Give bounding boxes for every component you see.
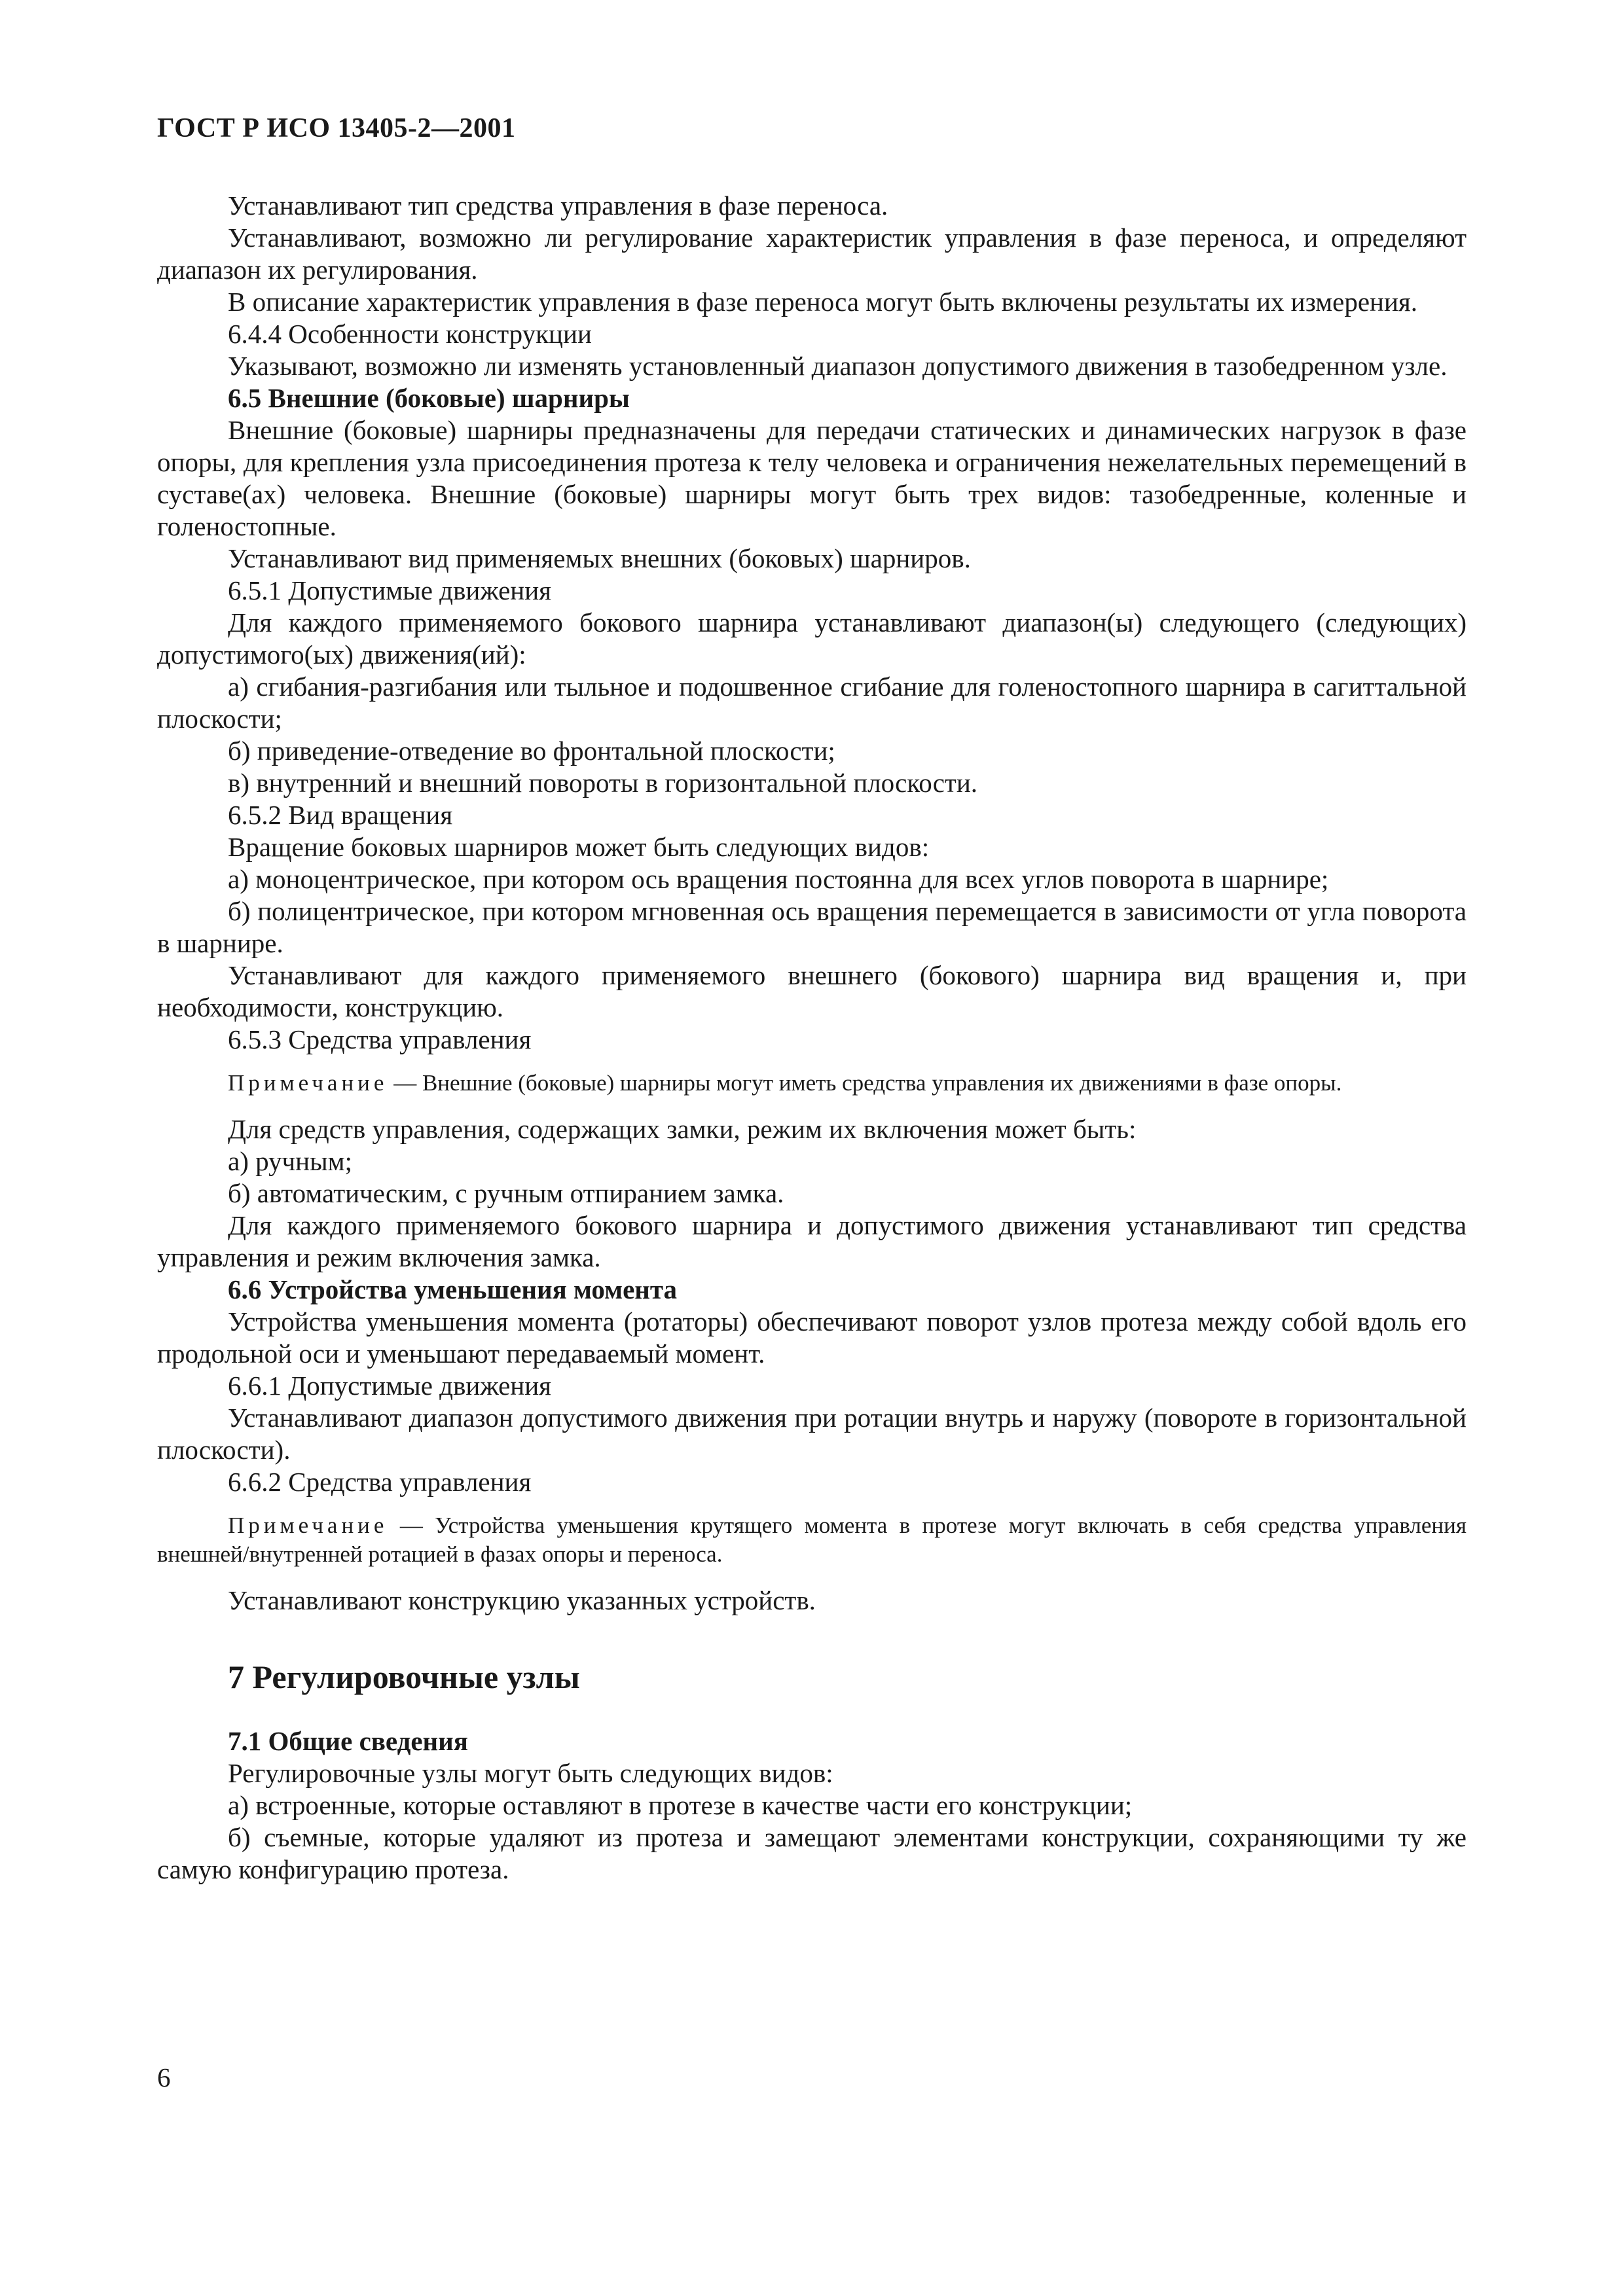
list-item: б) съемные, которые удаляют из протеза и замещают элементами конструкции, сохраняющими ту же самую конфигурацию протеза. xyxy=(157,1822,1467,1884)
paragraph: Для средств управления, содержащих замки, режим их включения может быть: xyxy=(228,1114,1137,1144)
note xyxy=(157,1511,1467,1569)
paragraph: Устанавливают вид применяемых внешних (боковых) шарниров. xyxy=(228,543,971,573)
clause-heading: 6.4.4 Особенности конструкции xyxy=(228,319,592,349)
paragraph: Устанавливают тип средства управления в фазе переноса. xyxy=(228,190,888,221)
clause-heading: 6.5.1 Допустимые движения xyxy=(228,575,552,605)
paragraph: Внешние (боковые) шарниры предназначены для передачи статических и динамических нагрузок в фазе опоры, для крепления узла присоединения протеза к телу человека и ограничения нежелательных перемещений в суставе(ах) человека. Внешние (боковые) шарниры могут быть трех видов: тазобедренные, коленные и голеностопные. xyxy=(157,415,1467,541)
subsection-heading: 6.6 Устройства уменьшения момента xyxy=(228,1274,678,1304)
subsection-heading: 6.5 Внешние (боковые) шарниры xyxy=(228,383,630,413)
list-item: б) полицентрическое, при котором мгновенная ось вращения перемещается в зависимости от угла поворота в шарнире. xyxy=(157,896,1467,958)
section-heading: 7 Регулировочные узлы xyxy=(228,1659,580,1695)
list-item: а) встроенные, которые оставляют в протезе в качестве части его конструкции; xyxy=(228,1790,1133,1820)
paragraph: Регулировочные узлы могут быть следующих видов: xyxy=(228,1758,833,1788)
note-text: — Внешние (боковые) шарниры могут иметь средства управления их движениями в фазе опоры. xyxy=(388,1070,1342,1096)
clause-heading: 6.6.1 Допустимые движения xyxy=(228,1371,552,1401)
note-text: — Устройства уменьшения крутящего момента в протезе могут включать в себя средства управления внешней/внутренней ротацией в фазах опоры и переноса. xyxy=(157,1513,1467,1567)
list-item: а) ручным; xyxy=(228,1146,353,1176)
clause-heading: 6.5.2 Вид вращения xyxy=(228,800,453,830)
paragraph: Устанавливают, возможно ли регулирование характеристик управления в фазе переноса, и определяют диапазон их регулирования. xyxy=(157,223,1467,285)
paragraph: Для каждого применяемого бокового шарнира устанавливают диапазон(ы) следующего (следующих) допустимого(ых) движения(ий): xyxy=(157,607,1467,670)
note-label: Примечание xyxy=(228,1513,388,1538)
paragraph: Вращение боковых шарниров может быть следующих видов: xyxy=(228,832,930,862)
list-item: б) автоматическим, с ручным отпиранием замка. xyxy=(228,1178,784,1208)
list-item: а) моноцентрическое, при котором ось вращения постоянна для всех углов поворота в шарнире; xyxy=(228,864,1329,894)
note xyxy=(157,1069,1467,1098)
paragraph: Указывают, возможно ли изменять установленный диапазон допустимого движения в тазобедренном узле. xyxy=(228,351,1448,381)
page-number: 6 xyxy=(157,2062,171,2092)
note-label: Примечание xyxy=(228,1070,388,1096)
paragraph: Устройства уменьшения момента (ротаторы) обеспечивают поворот узлов протеза между собой вдоль его продольной оси и уменьшают передаваемый момент. xyxy=(157,1306,1467,1369)
document-body xyxy=(157,190,1467,1886)
paragraph: Устанавливают для каждого применяемого внешнего (бокового) шарнира вид вращения и, при необходимости, конструкцию. xyxy=(157,960,1467,1022)
list-item: а) сгибания-разгибания или тыльное и подошвенное сгибание для голеностопного шарнира в сагиттальной плоскости; xyxy=(157,672,1467,734)
subsection-heading: 7.1 Общие сведения xyxy=(228,1726,468,1756)
paragraph: В описание характеристик управления в фазе переноса могут быть включены результаты их измерения. xyxy=(228,287,1418,317)
paragraph: Устанавливают конструкцию указанных устройств. xyxy=(228,1585,816,1615)
document-header: ГОСТ Р ИСО 13405-2—2001 xyxy=(157,113,516,143)
paragraph: Для каждого применяемого бокового шарнира и допустимого движения устанавливают тип средства управления и режим включения замка. xyxy=(157,1210,1467,1272)
paragraph: Устанавливают диапазон допустимого движения при ротации внутрь и наружу (повороте в горизонтальной плоскости). xyxy=(157,1403,1467,1465)
list-item: б) приведение-отведение во фронтальной плоскости; xyxy=(228,736,835,766)
list-item: в) внутренний и внешний повороты в горизонтальной плоскости. xyxy=(228,768,978,798)
clause-heading: 6.6.2 Средства управления xyxy=(228,1467,532,1497)
clause-heading: 6.5.3 Средства управления xyxy=(228,1024,532,1054)
